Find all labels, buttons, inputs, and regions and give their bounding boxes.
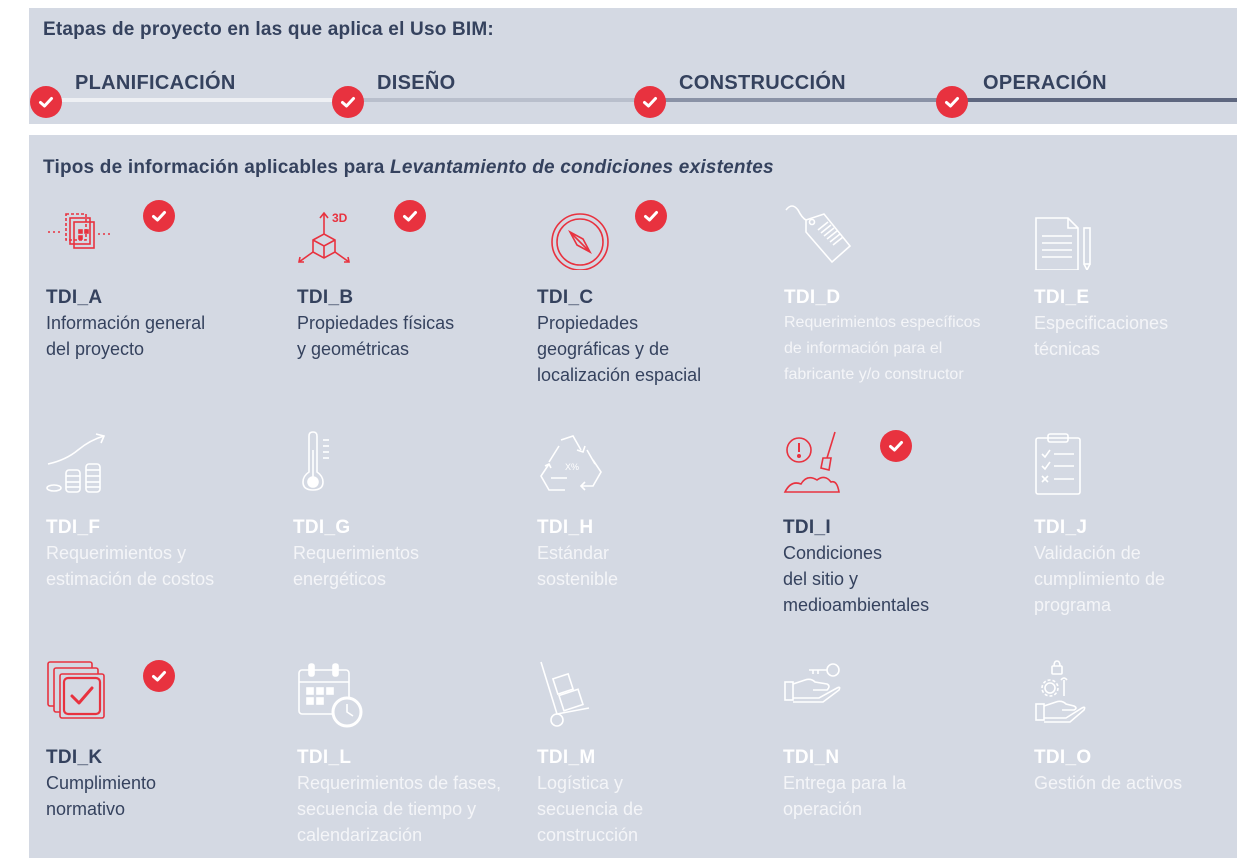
tdi-item-e <box>1034 200 1237 400</box>
tdi-item-f <box>46 430 286 630</box>
tdi-item-n <box>783 660 1023 850</box>
tdi-item-g <box>293 430 533 630</box>
tdi-item-d <box>784 200 1024 400</box>
tdi-code: TDI_G <box>293 517 351 538</box>
tdi-code: TDI_A <box>46 287 103 308</box>
tdi-item-a <box>46 200 286 400</box>
check-icon <box>143 660 175 692</box>
tdi-description: Propiedades físicas y geométricas <box>297 313 455 359</box>
check-icon <box>30 86 62 118</box>
tdi-code: TDI_N <box>783 747 840 768</box>
stage-label-operacion: OPERACIÓN <box>983 72 1107 94</box>
recycle-icon <box>537 430 609 500</box>
check-icon <box>634 86 666 118</box>
stage-label-diseno: DISEÑO <box>377 72 456 94</box>
check-icon <box>143 200 175 232</box>
clipboard-checklist-icon <box>1034 430 1106 500</box>
thermometer-icon <box>293 430 365 500</box>
stage-line-construccion <box>650 98 952 102</box>
stage-line-diseno <box>348 98 650 102</box>
tdi-item-b <box>297 200 537 400</box>
check-icon <box>394 200 426 232</box>
tdi-code: TDI_H <box>537 517 594 538</box>
tdi-code: TDI_M <box>537 747 596 768</box>
barcode-tag-icon <box>784 200 856 270</box>
stages-heading: Etapas de proyecto en las que aplica el Uso BIM: <box>43 19 494 40</box>
compass-icon <box>537 200 609 270</box>
tdi-description: Propiedades geográficas y de localización espacial <box>537 313 702 385</box>
tdi-item-m <box>537 660 777 850</box>
document-pen-icon <box>1034 200 1106 270</box>
tdi-item-k <box>46 660 286 850</box>
hand-key-icon <box>783 660 855 730</box>
asset-management-icon <box>1034 660 1106 730</box>
tdi-description: Logística y secuencia de construcción <box>537 773 644 845</box>
svg-text:3D: 3D <box>332 211 348 225</box>
documents-icon <box>46 200 118 270</box>
calendar-clock-icon <box>297 660 369 730</box>
tdi-code: TDI_L <box>297 747 352 768</box>
tdi-item-i <box>783 430 1023 630</box>
stacked-check-icon <box>46 660 118 730</box>
tdi-code: TDI_F <box>46 517 101 538</box>
check-icon <box>332 86 364 118</box>
check-icon <box>880 430 912 462</box>
check-icon <box>936 86 968 118</box>
tdi-description: Requerimientos específicos de información para el fabricante y/o constructor <box>784 314 981 383</box>
tdi-code: TDI_C <box>537 287 594 308</box>
tdi-description: Estándar sostenible <box>537 543 619 589</box>
tdi-description: Gestión de activos <box>1034 773 1183 793</box>
tdi-code: TDI_O <box>1034 747 1092 768</box>
tdi-description: Cumplimiento normativo <box>46 773 157 819</box>
tdi-description: Especificaciones técnicas <box>1034 313 1169 359</box>
stage-line-planificacion <box>46 98 348 102</box>
svg-text:X%: X% <box>565 462 580 472</box>
tdi-description: Validación de cumplimiento de programa <box>1034 543 1166 615</box>
types-heading: Tipos de información aplicables para Levantamiento de condiciones existentes <box>43 157 774 178</box>
tdi-description: Entrega para la operación <box>783 773 907 819</box>
tdi-item-c <box>537 200 777 400</box>
tdi-item-j <box>1034 430 1237 630</box>
stage-label-construccion: CONSTRUCCIÓN <box>679 72 846 94</box>
hand-truck-icon <box>537 660 609 730</box>
stage-label-planificacion: PLANIFICACIÓN <box>75 72 236 94</box>
tdi-code: TDI_K <box>46 747 103 768</box>
use-name: Levantamiento de condiciones existentes <box>390 157 774 178</box>
tdi-item-o <box>1034 660 1237 850</box>
tdi-item-l <box>297 660 537 850</box>
tdi-code: TDI_B <box>297 287 354 308</box>
stage-line-operacion <box>952 98 1237 102</box>
cube-3d-icon <box>297 200 369 270</box>
tdi-description: Requerimientos de fases, secuencia de tiempo y calendarización <box>297 773 502 845</box>
tdi-description: Condiciones del sitio y medioambientales <box>783 543 930 615</box>
coins-growth-icon <box>46 430 118 500</box>
tdi-code: TDI_J <box>1034 517 1088 538</box>
tdi-description: Requerimientos energéticos <box>293 543 420 589</box>
tdi-description: Información general del proyecto <box>46 313 206 359</box>
tdi-code: TDI_I <box>783 517 831 538</box>
tdi-item-h <box>537 430 777 630</box>
tdi-description: Requerimientos y estimación de costos <box>46 543 215 589</box>
site-conditions-icon <box>783 430 855 500</box>
tdi-code: TDI_E <box>1034 287 1090 308</box>
check-icon <box>635 200 667 232</box>
tdi-code: TDI_D <box>784 287 841 308</box>
